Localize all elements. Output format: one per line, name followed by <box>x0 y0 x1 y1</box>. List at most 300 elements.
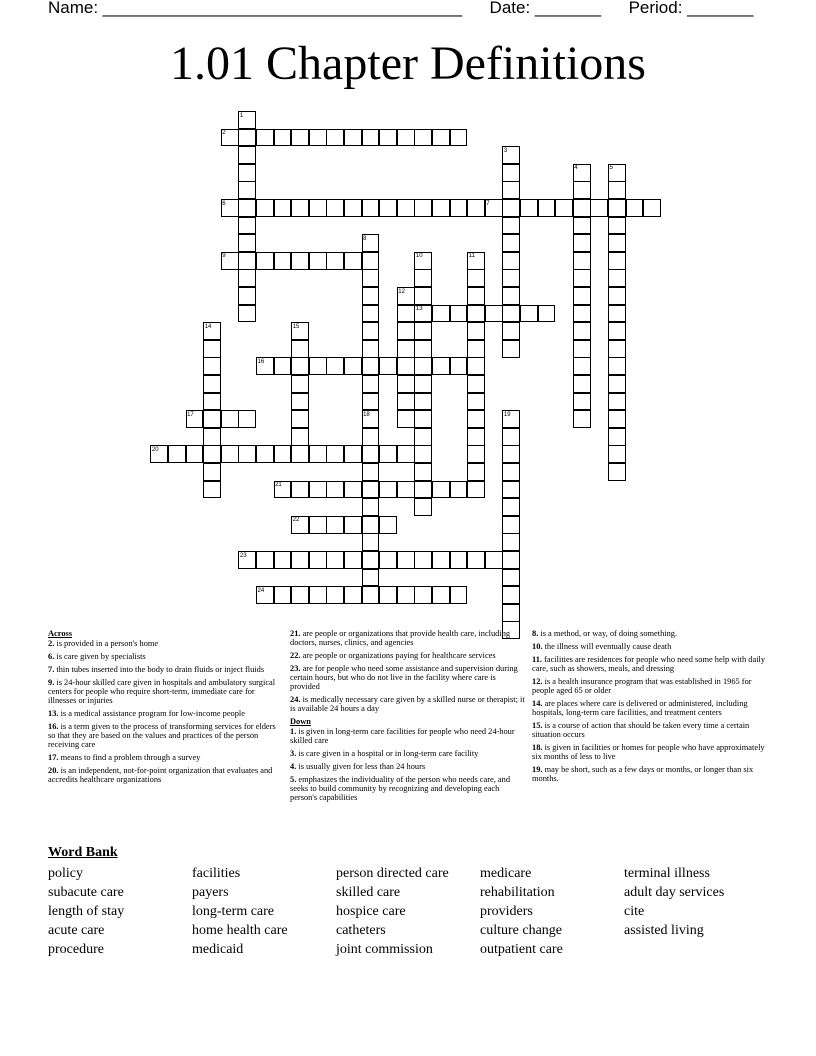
word-bank-item: home health care <box>192 923 288 938</box>
crossword-cell[interactable] <box>608 463 626 481</box>
crossword-cell[interactable] <box>291 428 309 446</box>
crossword-cell[interactable] <box>485 551 503 569</box>
crossword-cell[interactable] <box>274 586 292 604</box>
crossword-cell[interactable] <box>414 498 432 516</box>
crossword-cell[interactable] <box>608 234 626 252</box>
crossword-cell[interactable] <box>362 463 380 481</box>
clue-number-11: 11 <box>468 253 475 260</box>
crossword-cell[interactable] <box>538 305 556 323</box>
down-heading: Down <box>290 717 311 726</box>
crossword-cell[interactable] <box>362 340 380 358</box>
crossword-cell[interactable] <box>238 217 256 235</box>
crossword-cell[interactable] <box>238 410 256 428</box>
crossword-cell[interactable] <box>362 569 380 587</box>
crossword-cell[interactable] <box>502 463 520 481</box>
clue-across-7: 7. thin tubes inserted into the body to drain fluids or inject fluids <box>48 665 265 674</box>
crossword-cell[interactable] <box>203 428 221 446</box>
crossword-cell[interactable] <box>326 481 344 499</box>
crossword-cell[interactable] <box>608 322 626 340</box>
clue-number-18: 18 <box>363 411 370 418</box>
crossword-cell[interactable] <box>326 129 344 147</box>
word-bank-item: long-term care <box>192 904 275 919</box>
word-bank-item: catheters <box>336 923 386 938</box>
crossword-cell[interactable] <box>238 252 256 270</box>
crossword-cell[interactable] <box>397 340 415 358</box>
crossword-cell[interactable] <box>467 463 485 481</box>
crossword-cell[interactable] <box>467 445 485 463</box>
clue-number-19: 19 <box>503 411 511 418</box>
clue-number-5: 5 <box>609 165 613 172</box>
crossword-cell[interactable] <box>168 445 186 463</box>
crossword-cell[interactable] <box>326 445 344 463</box>
crossword-cell[interactable] <box>274 445 292 463</box>
crossword-cell[interactable] <box>414 340 432 358</box>
crossword-cell[interactable] <box>362 428 380 446</box>
crossword-cell[interactable] <box>309 516 327 534</box>
word-bank-item: person directed care <box>336 866 449 881</box>
crossword-cell[interactable] <box>502 481 520 499</box>
crossword-cell[interactable] <box>397 357 415 375</box>
crossword-cell[interactable] <box>502 305 520 323</box>
crossword-cell[interactable] <box>608 340 626 358</box>
crossword-cell[interactable] <box>573 252 591 270</box>
crossword-cell[interactable] <box>362 252 380 270</box>
crossword-cell[interactable] <box>309 357 327 375</box>
crossword-cell[interactable] <box>344 252 362 270</box>
crossword-cell[interactable] <box>573 181 591 199</box>
crossword-cell[interactable] <box>573 357 591 375</box>
crossword-cell[interactable] <box>326 252 344 270</box>
crossword-cell[interactable] <box>467 428 485 446</box>
clue-down-15: 15. is a course of action that should be taken every time a certain situation occurs <box>532 721 750 739</box>
crossword-cell[interactable] <box>502 164 520 182</box>
crossword-cell[interactable] <box>309 551 327 569</box>
crossword-cell[interactable] <box>379 481 397 499</box>
clue-across-6: 6. is care given by specialists <box>48 652 146 661</box>
crossword-cell[interactable] <box>590 199 608 217</box>
crossword-cell[interactable] <box>203 393 221 411</box>
crossword-cell[interactable] <box>467 481 485 499</box>
crossword-cell[interactable] <box>432 129 450 147</box>
crossword-cell[interactable] <box>432 357 450 375</box>
crossword-cell[interactable] <box>502 269 520 287</box>
clue-number-16: 16 <box>257 358 265 365</box>
clue-across-23: 23. are for people who need some assistance and supervision during certain hours, but who do not live in the facility where care is provided <box>290 664 518 691</box>
word-bank-item: adult day services <box>624 885 725 900</box>
crossword-cell[interactable] <box>362 375 380 393</box>
crossword-cell[interactable] <box>238 269 256 287</box>
word-bank-item: skilled care <box>336 885 401 900</box>
crossword-cell[interactable] <box>520 305 538 323</box>
crossword-cell[interactable] <box>608 445 626 463</box>
clue-number-7: 7 <box>486 200 490 207</box>
crossword-cell[interactable] <box>203 357 221 375</box>
crossword-cell[interactable] <box>362 269 380 287</box>
crossword-cell[interactable] <box>450 586 468 604</box>
crossword-cell[interactable] <box>573 287 591 305</box>
word-bank-item: terminal illness <box>624 866 710 881</box>
word-bank-item: assisted living <box>624 923 704 938</box>
crossword-cell[interactable] <box>467 551 485 569</box>
crossword-cell[interactable] <box>397 551 415 569</box>
crossword-cell[interactable] <box>256 551 274 569</box>
crossword-cell[interactable] <box>291 357 309 375</box>
crossword-cell[interactable] <box>397 445 415 463</box>
crossword-cell[interactable] <box>432 199 450 217</box>
clue-number-24: 24 <box>257 587 265 594</box>
crossword-cell[interactable] <box>414 481 432 499</box>
clue-down-8: 8. is a method, or way, of doing something. <box>532 629 678 638</box>
clue-across-9: 9. is 24-hour skilled care given in hospitals and ambulatory surgical centers for people who require short-term, immediate care for illnesses or injuries <box>48 678 276 705</box>
crossword-cell[interactable] <box>309 586 327 604</box>
clues-column-2 <box>290 629 526 806</box>
crossword-cell[interactable] <box>626 199 644 217</box>
crossword-cell[interactable] <box>414 586 432 604</box>
crossword-cell[interactable] <box>467 393 485 411</box>
crossword-cell[interactable] <box>538 199 556 217</box>
crossword-cell[interactable] <box>573 410 591 428</box>
crossword-cell[interactable] <box>397 586 415 604</box>
crossword-cell[interactable] <box>502 516 520 534</box>
crossword-cell[interactable] <box>186 445 204 463</box>
clues-column-1 <box>48 629 280 788</box>
crossword-cell[interactable] <box>467 322 485 340</box>
crossword-cell[interactable] <box>274 252 292 270</box>
word-bank-column-2 <box>192 864 288 959</box>
crossword-cell[interactable] <box>379 357 397 375</box>
clue-number-22: 22 <box>292 517 300 524</box>
crossword-cell[interactable] <box>608 199 626 217</box>
crossword-cell[interactable] <box>362 287 380 305</box>
clue-down-14: 14. are places where care is delivered or administered, including hospitals, long-term care facilities, and treatment centers <box>532 699 748 717</box>
crossword-cell[interactable] <box>362 357 380 375</box>
crossword-cell[interactable] <box>432 305 450 323</box>
crossword-cell[interactable] <box>309 445 327 463</box>
crossword-cell[interactable] <box>573 340 591 358</box>
crossword-cell[interactable] <box>414 357 432 375</box>
crossword-cell[interactable] <box>414 375 432 393</box>
crossword-cell[interactable] <box>608 269 626 287</box>
crossword-cell[interactable] <box>397 393 415 411</box>
crossword-cell[interactable] <box>502 604 520 622</box>
crossword-cell[interactable] <box>397 375 415 393</box>
period-field-label: Period: _______ <box>628 0 754 17</box>
crossword-cell[interactable] <box>256 199 274 217</box>
crossword-cell[interactable] <box>450 481 468 499</box>
crossword-cell[interactable] <box>291 445 309 463</box>
crossword-cell[interactable] <box>502 340 520 358</box>
crossword-cell[interactable] <box>467 357 485 375</box>
crossword-cell[interactable] <box>221 445 239 463</box>
crossword-cell[interactable] <box>467 340 485 358</box>
crossword-cell[interactable] <box>414 129 432 147</box>
crossword-cell[interactable] <box>502 533 520 551</box>
crossword-cell[interactable] <box>344 129 362 147</box>
crossword-cell[interactable] <box>573 234 591 252</box>
crossword-cell[interactable] <box>467 305 485 323</box>
crossword-cell[interactable] <box>450 129 468 147</box>
crossword-cell[interactable] <box>291 340 309 358</box>
word-bank-item: facilities <box>192 866 241 881</box>
crossword-cell[interactable] <box>309 199 327 217</box>
crossword-cell[interactable] <box>608 217 626 235</box>
crossword-cell[interactable] <box>502 199 520 217</box>
crossword-cell[interactable] <box>379 199 397 217</box>
crossword-cell[interactable] <box>326 357 344 375</box>
crossword-cell[interactable] <box>256 129 274 147</box>
crossword-cell[interactable] <box>362 322 380 340</box>
crossword-cell[interactable] <box>502 234 520 252</box>
page-title: 1.01 Chapter Definitions <box>170 37 646 90</box>
crossword-cell[interactable] <box>238 181 256 199</box>
crossword-cell[interactable] <box>362 445 380 463</box>
crossword-cell[interactable] <box>344 516 362 534</box>
crossword-cell[interactable] <box>221 410 239 428</box>
crossword-cell[interactable] <box>397 305 415 323</box>
crossword-cell[interactable] <box>397 129 415 147</box>
crossword-cell[interactable] <box>608 357 626 375</box>
crossword-cell[interactable] <box>309 481 327 499</box>
clue-number-21: 21 <box>275 482 282 489</box>
name-field-label: Name: ______________________________________ <box>48 0 463 17</box>
crossword-cell[interactable] <box>397 322 415 340</box>
clue-across-13: 13. is a medical assistance program for low-income people <box>48 709 245 718</box>
crossword-cell[interactable] <box>291 252 309 270</box>
clue-across-24: 24. is medically necessary care given by a skilled nurse or therapist; it is available 24 hours a day <box>290 695 525 713</box>
clue-number-6: 6 <box>222 200 226 207</box>
crossword-cell[interactable] <box>573 305 591 323</box>
crossword-cell[interactable] <box>397 199 415 217</box>
crossword-cell[interactable] <box>608 287 626 305</box>
crossword-cell[interactable] <box>326 551 344 569</box>
crossword-cell[interactable] <box>362 199 380 217</box>
crossword-cell[interactable] <box>344 586 362 604</box>
word-bank-item: policy <box>48 866 83 881</box>
crossword-cell[interactable] <box>555 199 573 217</box>
crossword-cell[interactable] <box>203 410 221 428</box>
crossword-cell[interactable] <box>502 569 520 587</box>
clue-down-11: 11. facilities are residences for people who need some help with daily care, such as showers, meals, and dressing <box>532 655 766 673</box>
crossword-cell[interactable] <box>344 481 362 499</box>
clue-down-19: 19. may be short, such as a few days or months, or longer than six months. <box>532 765 754 783</box>
crossword-cell[interactable] <box>520 199 538 217</box>
crossword-cell[interactable] <box>502 498 520 516</box>
crossword-cell[interactable] <box>238 287 256 305</box>
crossword-cell[interactable] <box>397 481 415 499</box>
crossword-cell[interactable] <box>238 146 256 164</box>
crossword-cell[interactable] <box>397 410 415 428</box>
crossword-cell[interactable] <box>238 445 256 463</box>
word-bank-item: rehabilitation <box>480 885 555 900</box>
crossword-cell[interactable] <box>414 393 432 411</box>
word-bank-item: acute care <box>48 923 105 938</box>
clues-column-3 <box>532 629 768 787</box>
crossword-cell[interactable] <box>362 129 380 147</box>
crossword-cell[interactable] <box>502 252 520 270</box>
crossword-cell[interactable] <box>573 269 591 287</box>
crossword-cell[interactable] <box>502 586 520 604</box>
crossword-cell[interactable] <box>450 199 468 217</box>
crossword-cell[interactable] <box>608 410 626 428</box>
crossword-cell[interactable] <box>432 551 450 569</box>
crossword-cell[interactable] <box>379 516 397 534</box>
date-field-label: Date: _______ <box>489 0 602 17</box>
crossword-cell[interactable] <box>467 287 485 305</box>
crossword-cell[interactable] <box>414 199 432 217</box>
word-bank-item: culture change <box>480 923 563 938</box>
crossword-cell[interactable] <box>414 410 432 428</box>
crossword-cell[interactable] <box>502 287 520 305</box>
crossword-cell[interactable] <box>238 199 256 217</box>
crossword-cell[interactable] <box>291 481 309 499</box>
crossword-cell[interactable] <box>608 181 626 199</box>
clue-number-13: 13 <box>415 306 423 313</box>
crossword-cell[interactable] <box>362 305 380 323</box>
clue-across-17: 17. means to find a problem through a survey <box>48 753 201 762</box>
crossword-cell[interactable] <box>203 340 221 358</box>
clue-down-10: 10. the illness will eventually cause death <box>532 642 672 651</box>
crossword-cell[interactable] <box>274 357 292 375</box>
crossword-cell[interactable] <box>256 445 274 463</box>
crossword-cell[interactable] <box>274 551 292 569</box>
crossword-cell[interactable] <box>608 305 626 323</box>
crossword-cell[interactable] <box>414 445 432 463</box>
crossword-cell[interactable] <box>432 481 450 499</box>
word-bank-column-3 <box>336 864 449 959</box>
crossword-cell[interactable] <box>291 129 309 147</box>
crossword-cell[interactable] <box>203 375 221 393</box>
crossword-cell[interactable] <box>203 481 221 499</box>
crossword-cell[interactable] <box>291 393 309 411</box>
crossword-cell[interactable] <box>362 393 380 411</box>
crossword-cell[interactable] <box>502 217 520 235</box>
clue-number-10: 10 <box>415 253 423 260</box>
crossword-cell[interactable] <box>450 357 468 375</box>
crossword-cell[interactable] <box>467 375 485 393</box>
crossword-cell[interactable] <box>467 199 485 217</box>
crossword-cell[interactable] <box>643 199 661 217</box>
crossword-cell[interactable] <box>573 217 591 235</box>
crossword-cell[interactable] <box>608 375 626 393</box>
crossword-cell[interactable] <box>291 199 309 217</box>
crossword-cell[interactable] <box>344 445 362 463</box>
clue-number-15: 15 <box>292 323 300 330</box>
across-heading: Across <box>48 629 73 638</box>
crossword-cell[interactable] <box>326 516 344 534</box>
crossword-cell[interactable] <box>573 393 591 411</box>
crossword-cell[interactable] <box>573 199 591 217</box>
clue-number-14: 14 <box>204 323 212 330</box>
clue-down-4: 4. is usually given for less than 24 hours <box>290 762 426 771</box>
crossword-cell[interactable] <box>467 269 485 287</box>
crossword-cell[interactable] <box>362 533 380 551</box>
crossword-cell[interactable] <box>379 129 397 147</box>
clue-number-1: 1 <box>239 112 244 119</box>
crossword-cell[interactable] <box>414 463 432 481</box>
clue-down-5: 5. emphasizes the individuality of the person who needs care, and seeks to build community by recognizing and developing each person's capabilities <box>290 775 511 802</box>
crossword-cell[interactable] <box>274 199 292 217</box>
clue-number-4: 4 <box>574 165 578 172</box>
crossword-cell[interactable] <box>362 516 380 534</box>
crossword-cell[interactable] <box>238 234 256 252</box>
crossword-cell[interactable] <box>309 252 327 270</box>
crossword-cell[interactable] <box>238 305 256 323</box>
crossword-cell[interactable] <box>274 129 292 147</box>
crossword-cell[interactable] <box>573 322 591 340</box>
word-bank-item: cite <box>624 904 645 919</box>
crossword-cell[interactable] <box>291 375 309 393</box>
crossword-cell[interactable] <box>291 410 309 428</box>
word-bank-item: medicaid <box>192 942 244 957</box>
clue-across-20: 20. is an independent, not-for-point organization that evaluates and accredits healthcare organizations <box>48 766 273 784</box>
crossword-cell[interactable] <box>432 586 450 604</box>
crossword-cell[interactable] <box>362 498 380 516</box>
crossword-cell[interactable] <box>502 181 520 199</box>
crossword-cell[interactable] <box>379 445 397 463</box>
crossword-cell[interactable] <box>309 129 327 147</box>
crossword-cell[interactable] <box>502 445 520 463</box>
crossword-cell[interactable] <box>344 551 362 569</box>
crossword-cell[interactable] <box>203 445 221 463</box>
crossword-cell[interactable] <box>414 269 432 287</box>
crossword-cell[interactable] <box>608 393 626 411</box>
crossword-cell[interactable] <box>502 551 520 569</box>
crossword-cell[interactable] <box>238 164 256 182</box>
word-bank-title: Word Bank <box>48 845 118 860</box>
clue-number-20: 20 <box>151 446 159 453</box>
crossword-cell[interactable] <box>502 322 520 340</box>
crossword-cell[interactable] <box>291 586 309 604</box>
crossword-cell[interactable] <box>203 463 221 481</box>
crossword-cell[interactable] <box>344 357 362 375</box>
crossword-cell[interactable] <box>344 199 362 217</box>
crossword-cell[interactable] <box>256 252 274 270</box>
crossword-cell[interactable] <box>362 551 380 569</box>
crossword-cell[interactable] <box>485 305 503 323</box>
crossword-cell[interactable] <box>573 375 591 393</box>
crossword-cell[interactable] <box>450 551 468 569</box>
crossword-cell[interactable] <box>450 305 468 323</box>
crossword-cell[interactable] <box>414 428 432 446</box>
crossword-cell[interactable] <box>326 586 344 604</box>
crossword-cell[interactable] <box>467 410 485 428</box>
word-bank-item: outpatient care <box>480 942 563 957</box>
crossword-cell[interactable] <box>608 252 626 270</box>
word-bank-item: medicare <box>480 866 532 881</box>
word-bank-item: subacute care <box>48 885 124 900</box>
word-bank-column-5 <box>624 864 724 940</box>
word-bank-column-1 <box>48 864 124 959</box>
crossword-cell[interactable] <box>326 199 344 217</box>
crossword-cell[interactable] <box>414 287 432 305</box>
clue-number-2: 2 <box>222 130 226 137</box>
clue-number-12: 12 <box>398 288 405 295</box>
clue-number-9: 9 <box>222 253 226 260</box>
crossword-cell[interactable] <box>379 586 397 604</box>
crossword-cell[interactable] <box>362 586 380 604</box>
crossword-cell[interactable] <box>414 551 432 569</box>
crossword-cell[interactable] <box>502 428 520 446</box>
clue-across-22: 22. are people or organizations paying for healthcare services <box>290 651 496 660</box>
crossword-cell[interactable] <box>608 428 626 446</box>
crossword-cell[interactable] <box>291 551 309 569</box>
crossword-cell[interactable] <box>362 481 380 499</box>
word-bank-item: hospice care <box>336 904 406 919</box>
crossword-cell[interactable] <box>238 129 256 147</box>
crossword-cell[interactable] <box>379 551 397 569</box>
word-bank-item: payers <box>192 885 229 900</box>
crossword-cell[interactable] <box>414 322 432 340</box>
